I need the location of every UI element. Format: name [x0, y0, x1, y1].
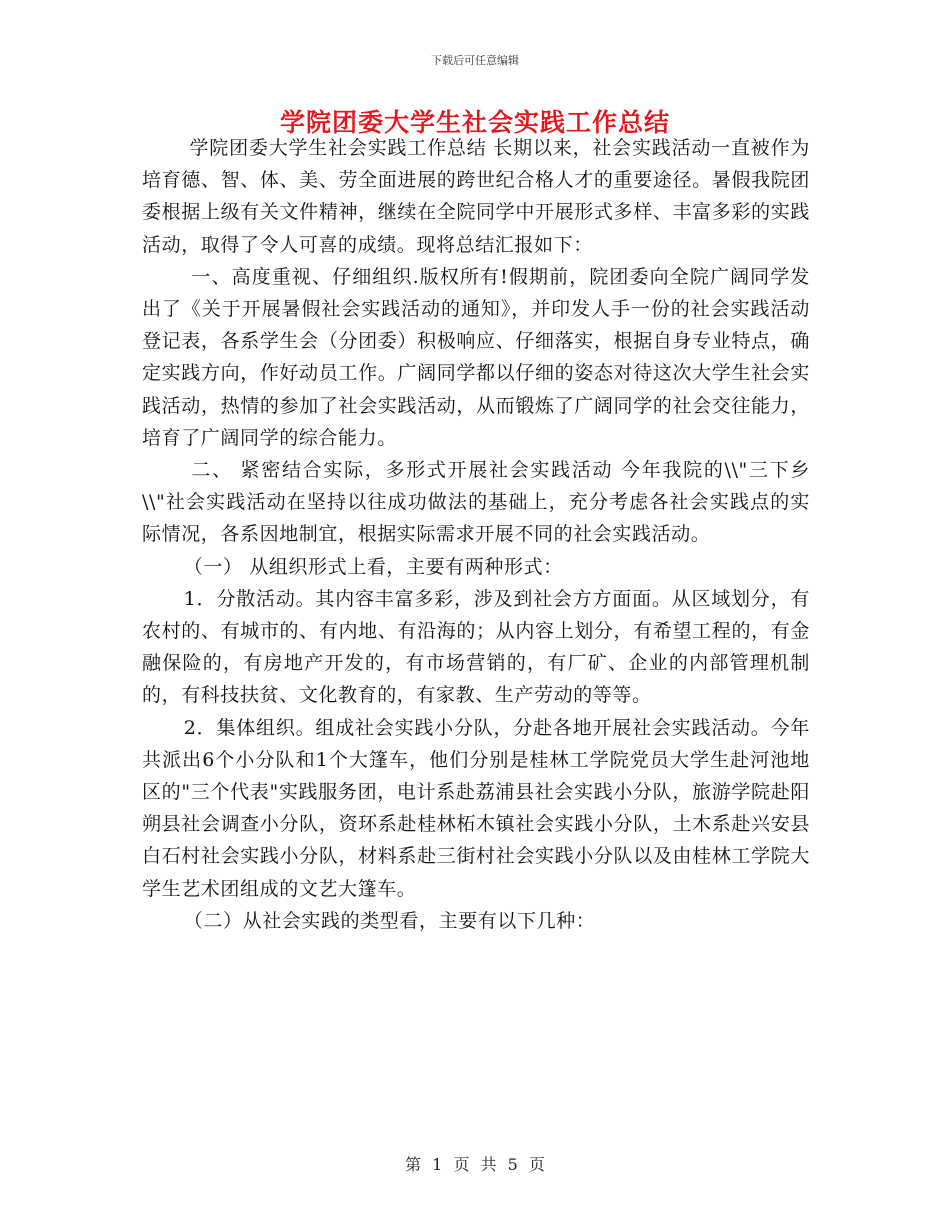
- paragraph-intro: 学院团委大学生社会实践工作总结 长期以来，社会实践活动一直被作为培育德、智、体、美、劳全面进展的跨世纪合格人才的重要途径。暑假我院团委根据上级有关文件精神，继续在全院同学中开展形式多样、丰富多彩的实践活动，取得了令人可喜的成绩。现将总结汇报如下：: [142, 137, 810, 256]
- paragraph-item-one: 1．分散活动。其内容丰富多彩，涉及到社会方方面面。从区域划分，有农村的、有城市的、有内地、有沿海的；从内容上划分，有希望工程的，有金融保险的，有房地产开发的，有市场营销的，有厂矿、企业的内部管理机制的，有科技扶贫、文化教育的，有家教、生产劳动的等等。: [142, 587, 810, 707]
- paragraph-subsection-one: （一） 从组织形式上看，主要有两种形式：: [183, 555, 563, 578]
- paragraph-subsection-two: （二）从社会实践的类型看，主要有以下几种：: [183, 909, 596, 932]
- document-body: [142, 132, 810, 937]
- paragraph-section-two: 二、 紧密结合实际，多形式开展社会实践活动 今年我院的\\"三下乡\\"社会实践活动在坚持以往成功做法的基础上，充分考虑各社会实践点的实际情况，各系因地制宜，根据实际需求开展不同的社会实践活动。: [142, 459, 810, 546]
- paragraph-item-two: 2．集体组织。组成社会实践小分队，分赴各地开展社会实践活动。今年共派出6个小分队和1个大篷车，他们分别是桂林工学院党员大学生赴河池地区的"三个代表"实践服务团，电计系赴荔浦县社会实践小分队，旅游学院赴阳朔县社会调查小分队，资环系赴桂林柘木镇社会实践小分队，土木系赴兴安县白石村社会实践小分队，材料系赴三街村社会实践小分队以及由桂林工学院大学生艺术团组成的文艺大篷车。: [142, 716, 810, 900]
- paragraph-section-one: 一、高度重视、仔细组织.版权所有!假期前，院团委向全院广阔同学发出了《关于开展暑假社会实践活动的通知》，并印发人手一份的社会实践活动登记表，各系学生会（分团委）积极响应、仔细落实，根据自身专业特点，确定实践方向，作好动员工作。广阔同学都以仔细的姿态对待这次大学生社会实践活动，热情的参加了社会实践活动，从而锻炼了广阔同学的社会交往能力，培育了广阔同学的综合能力。: [142, 265, 810, 449]
- page-header-note: 下载后可任意编辑: [431, 54, 519, 67]
- document-title: 学院团委大学生社会实践工作总结: [279, 108, 670, 137]
- page-footer: 第 1 页 共 5 页: [405, 1155, 545, 1174]
